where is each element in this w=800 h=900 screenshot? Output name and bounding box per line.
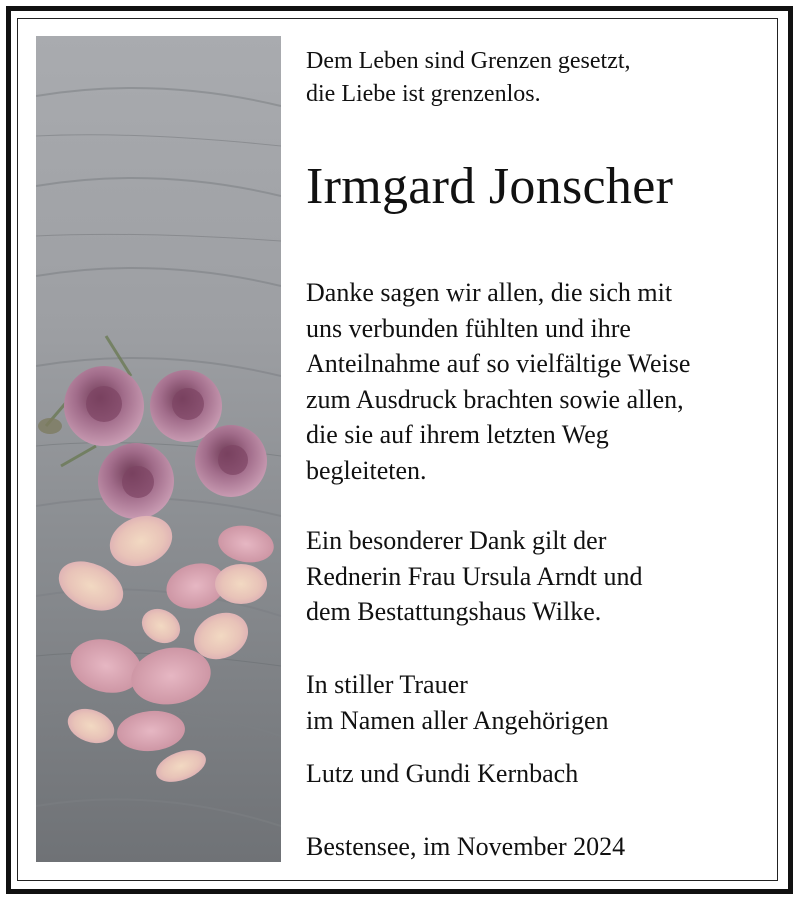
dried-roses-illustration bbox=[36, 36, 281, 862]
thanks-paragraph bbox=[306, 275, 690, 488]
thanks-line: uns verbunden fühlten und ihre bbox=[306, 313, 631, 343]
motto-line: Dem Leben sind Grenzen gesetzt, bbox=[306, 48, 631, 74]
mourning-paragraph bbox=[306, 667, 609, 738]
special-thanks-line: Rednerin Frau Ursula Arndt und bbox=[306, 561, 643, 591]
signers: Lutz und Gundi Kernbach bbox=[306, 759, 579, 788]
mourning-line: In stiller Trauer bbox=[306, 670, 468, 699]
motto-line: die Liebe ist grenzenlos. bbox=[306, 81, 541, 107]
motto bbox=[306, 45, 631, 111]
place-date: Bestensee, im November 2024 bbox=[306, 832, 626, 861]
special-thanks-paragraph bbox=[306, 523, 643, 630]
deceased-name: Irmgard Jonscher bbox=[306, 158, 674, 215]
special-thanks-line: Ein besonderer Dank gilt der bbox=[306, 526, 607, 555]
mourning-line: im Namen aller Angehörigen bbox=[306, 705, 609, 735]
thanks-line: die sie auf ihrem letzten Weg bbox=[306, 420, 609, 449]
thanks-line: Anteilnahme auf so vielfältige Weise bbox=[306, 349, 691, 378]
thanks-line: Danke sagen wir allen, die sich mit bbox=[306, 278, 673, 307]
thanks-line: begleiteten. bbox=[306, 455, 427, 485]
special-thanks-line: dem Bestattungshaus Wilke. bbox=[306, 597, 602, 626]
dried-roses-photo bbox=[36, 36, 281, 862]
thanks-line: zum Ausdruck brachten sowie allen, bbox=[306, 384, 684, 414]
